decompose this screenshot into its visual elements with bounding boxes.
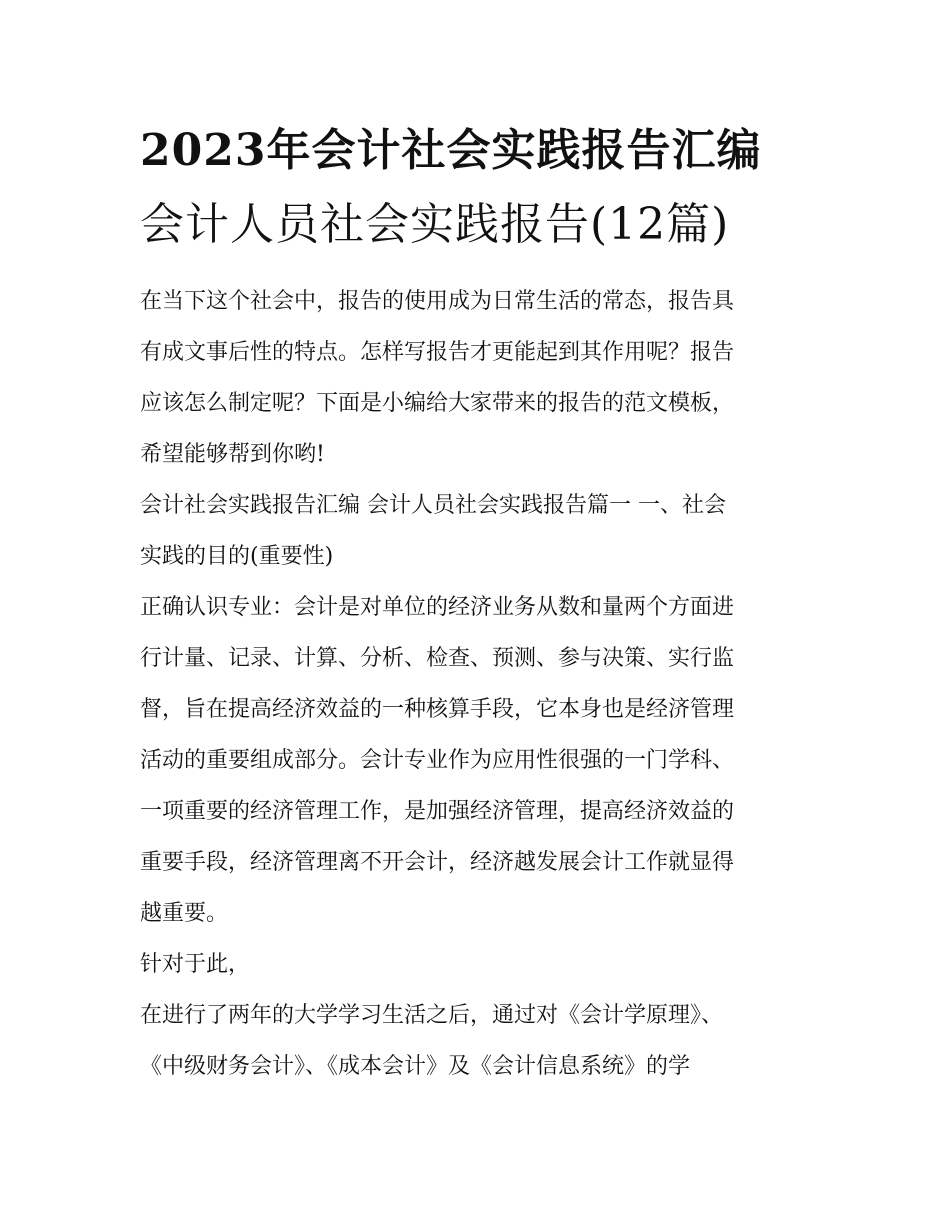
document-body <box>140 276 820 1092</box>
text-line: 希望能够帮到你哟! <box>140 442 325 467</box>
text-line: 督，旨在提高经济效益的一种核算手段，它本身也是经济管理 <box>140 697 735 722</box>
text-line: 会计社会实践报告汇编 会计人员社会实践报告篇一 一、社会 <box>140 493 726 518</box>
text-line: 在进行了两年的大学学习生活之后，通过对《会计学原理》、 <box>140 1003 724 1028</box>
title-line-1: 2023年会计社会实践报告汇编 <box>140 125 762 176</box>
text-line: 有成文事后性的特点。怎样写报告才更能起到其作用呢？报告 <box>140 340 735 365</box>
text-line: 一项重要的经济管理工作，是加强经济管理，提高经济效益的 <box>140 799 735 824</box>
paragraph-profession <box>140 582 820 939</box>
paragraph-transition <box>140 939 820 990</box>
document-title <box>140 114 820 262</box>
text-line: 实践的目的(重要性) <box>140 544 334 569</box>
text-line: 正确认识专业：会计是对单位的经济业务从数和量两个方面进 <box>140 595 735 620</box>
text-line: 重要手段，经济管理离不开会计，经济越发展会计工作就显得 <box>140 850 735 875</box>
text-line: 行计量、记录、计算、分析、检查、预测、参与决策、实行监 <box>140 646 735 671</box>
paragraph-intro <box>140 276 820 480</box>
text-line: 在当下这个社会中，报告的使用成为日常生活的常态，报告具 <box>140 289 735 314</box>
text-line: 《中级财务会计》、《成本会计》及《会计信息系统》的学 <box>140 1054 691 1079</box>
text-line: 应该怎么制定呢？下面是小编给大家带来的报告的范文模板， <box>140 391 735 416</box>
paragraph-section-heading <box>140 480 820 582</box>
text-line: 活动的重要组成部分。会计专业作为应用性很强的一门学科、 <box>140 748 735 773</box>
text-line: 针对于此， <box>140 952 251 977</box>
paragraph-study <box>140 990 820 1092</box>
title-line-2: 会计人员社会实践报告(12篇) <box>140 199 730 250</box>
text-line: 越重要。 <box>140 901 229 926</box>
